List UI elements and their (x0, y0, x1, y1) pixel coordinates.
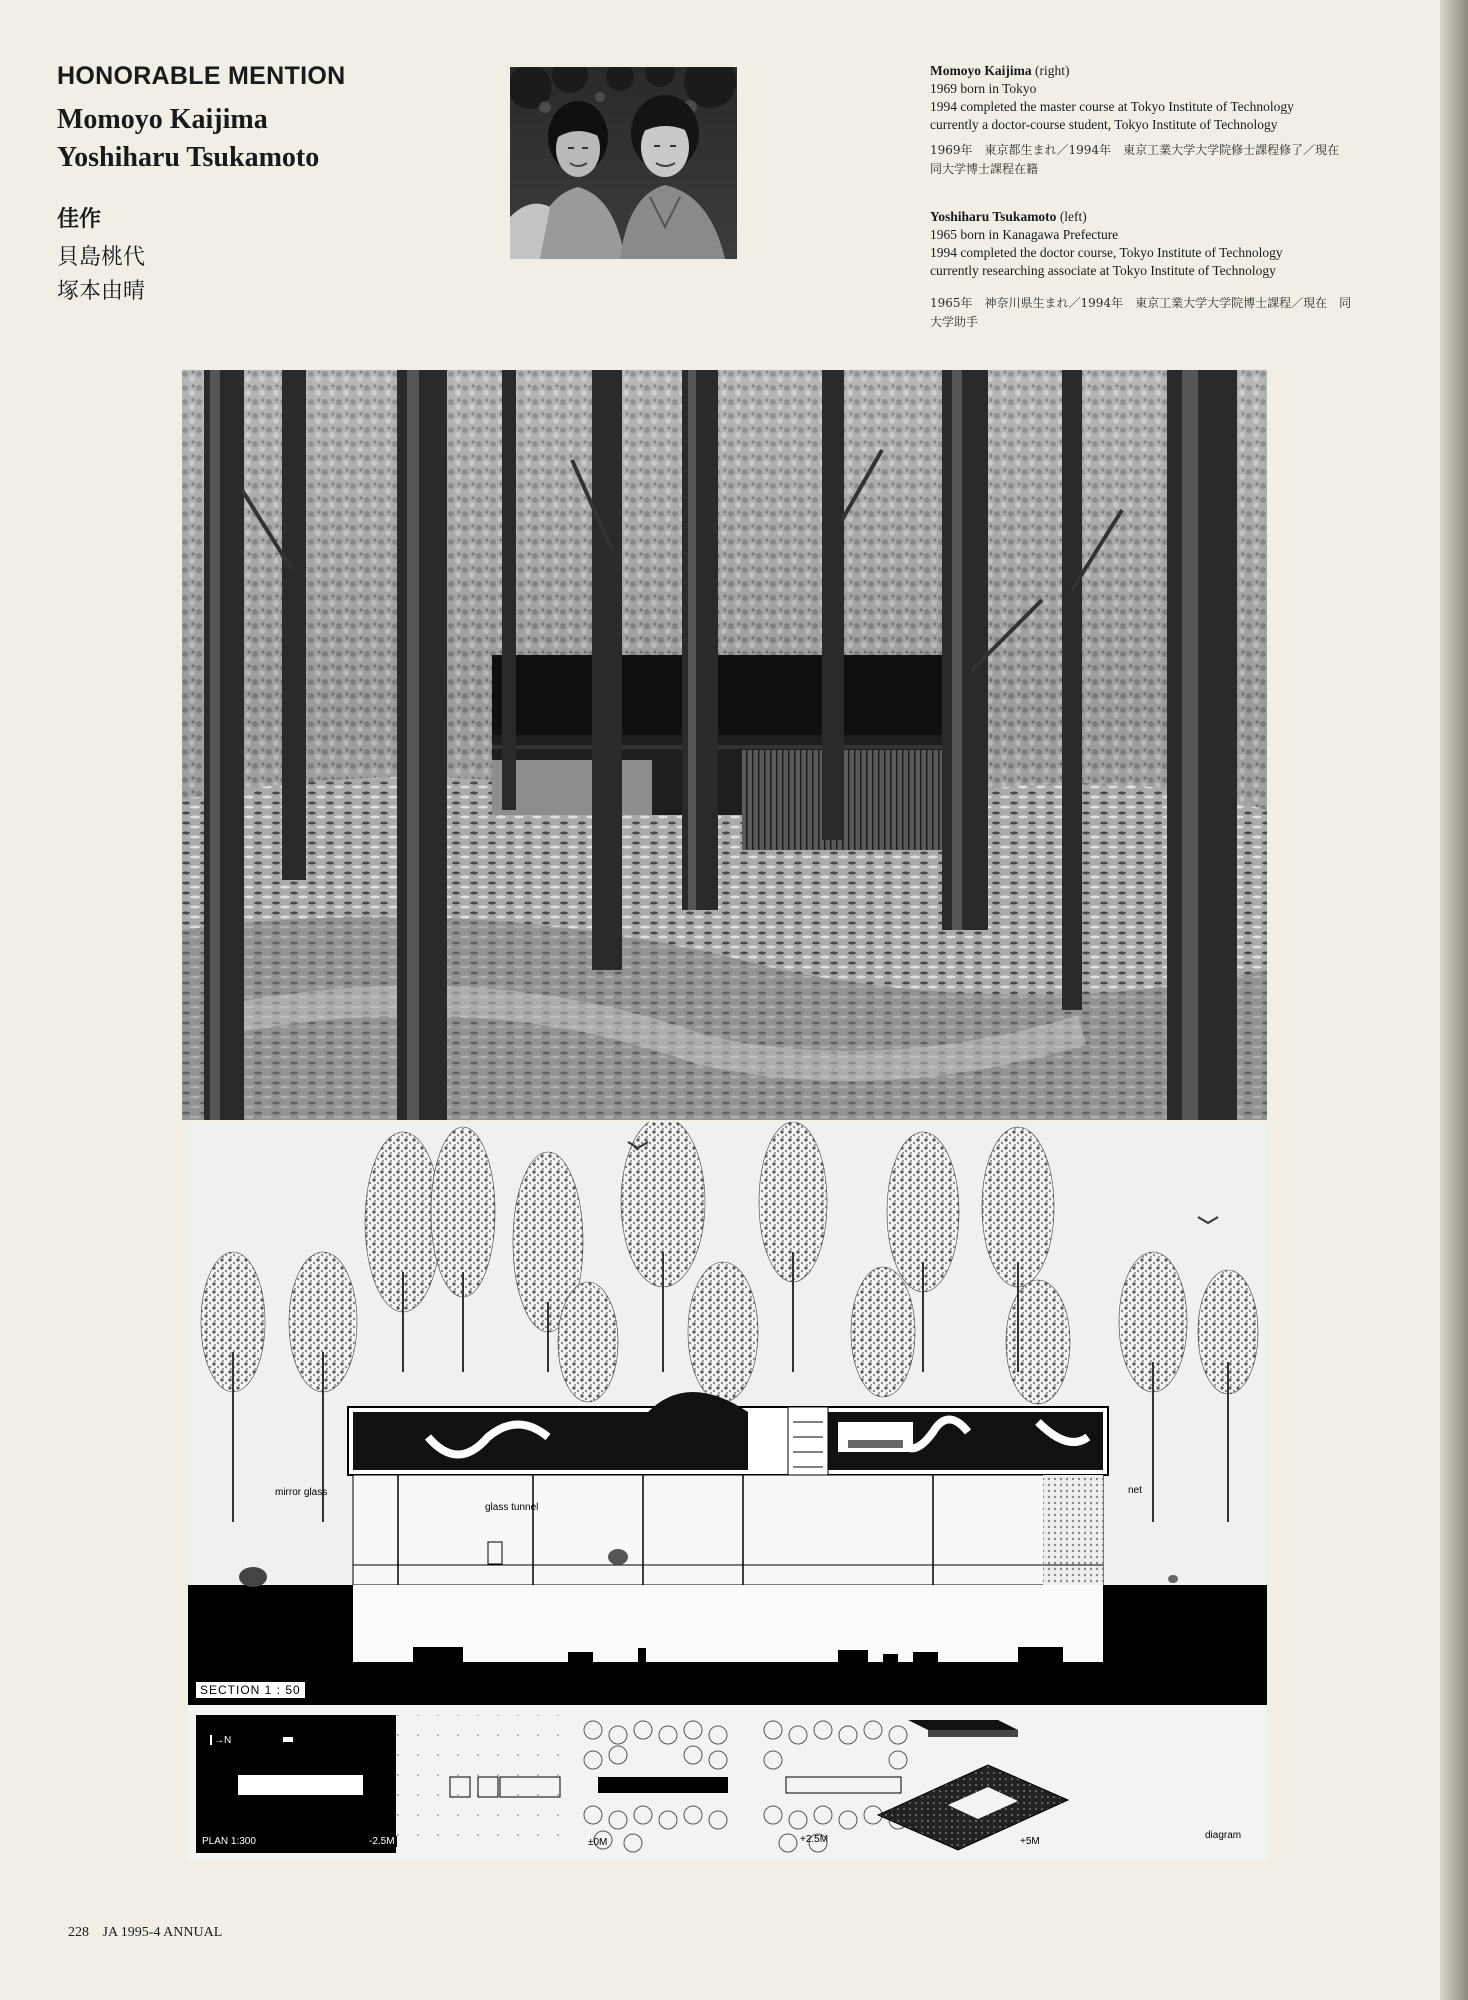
bio-line: 1994 completed the master course at Tokyo Institute of Technology (930, 99, 1294, 114)
net-label: net (1128, 1485, 1142, 1496)
bio-tsukamoto (930, 208, 1390, 280)
bio-line-jp: 1969年 東京都生まれ／1994年 東京工業大学大学院修士課程修了／現在 (930, 143, 1340, 157)
book-gutter-shadow (1440, 0, 1468, 2000)
bio-line-jp: 同大学博士課程在籍 (930, 162, 1039, 176)
forest-building-photo (182, 370, 1267, 1120)
bio-line-jp: 大学助手 (930, 315, 979, 329)
glass-tunnel-label: glass tunnel (485, 1502, 539, 1513)
plan-level-plus-2-5: +2.5M (800, 1834, 829, 1845)
section-scale-label: SECTION 1 : 50 (196, 1682, 305, 1698)
bio-line: currently a doctor-course student, Tokyo Institute of Technology (930, 117, 1278, 132)
page-number: 228 (68, 1925, 89, 1940)
plans-diagram-strip (188, 1705, 1267, 1860)
architect-name-2-jp: 塚本由晴 (57, 279, 146, 304)
bio-line: 1965 born in Kanagawa Prefecture (930, 227, 1119, 242)
diagram-label: diagram (1205, 1830, 1242, 1841)
page-footer (68, 1925, 222, 1941)
north-arrow-label: →N (214, 1735, 232, 1746)
plan-level-plus-5: +5M (1020, 1836, 1040, 1847)
bio-line: 1969 born in Tokyo (930, 81, 1037, 96)
architect-name-1-jp: 貝島桃代 (57, 245, 146, 270)
section-drawing (188, 1122, 1267, 1705)
bio-line: 1994 completed the doctor course, Tokyo Institute of Technology (930, 245, 1283, 260)
plan-scale-label: PLAN 1:300 (202, 1836, 256, 1847)
plan-level-0: ±0M (588, 1837, 608, 1848)
award-heading-jp: 佳作 (57, 207, 102, 232)
bio-line-jp: 1965年 神奈川県生まれ／1994年 東京工業大学大学院博士課程／現在 同 (930, 296, 1352, 310)
bio-kaijima (930, 62, 1390, 134)
architect-name-2: Yoshiharu Tsukamoto (57, 142, 320, 173)
bio-line: currently researching associate at Tokyo Institute of Technology (930, 263, 1276, 278)
mirror-glass-label: mirror glass (275, 1487, 328, 1498)
bio-position: (left) (1059, 209, 1087, 224)
bio-name: Momoyo Kaijima (930, 63, 1032, 78)
bio-name: Yoshiharu Tsukamoto (930, 209, 1057, 224)
bio-tsukamoto-jp (930, 294, 1390, 332)
architects-portrait-photo (510, 67, 737, 259)
bio-kaijima-jp (930, 141, 1390, 179)
award-heading: HONORABLE MENTION (57, 62, 346, 90)
bio-position: (right) (1034, 63, 1070, 78)
publication-name: JA 1995-4 ANNUAL (102, 1925, 223, 1940)
plan-level-minus-2-5: -2.5M (369, 1836, 395, 1847)
architect-name-1: Momoyo Kaijima (57, 104, 268, 135)
